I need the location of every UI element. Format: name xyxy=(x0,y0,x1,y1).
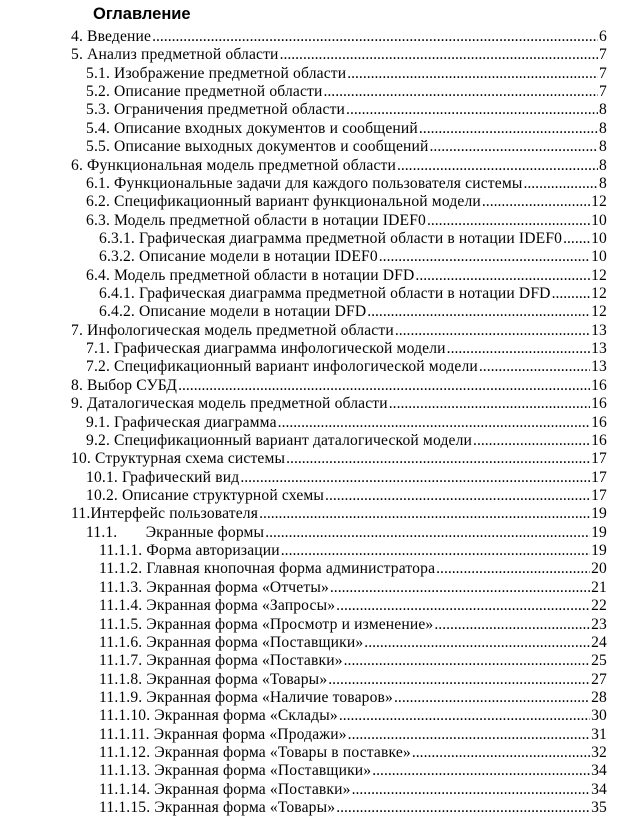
toc-entry-label: 9.1. Графическая диаграмма xyxy=(86,413,277,431)
toc-entry-label: 7.2. Спецификационный вариант инфологической модели xyxy=(86,358,478,376)
toc-entry-label: 11.1.12. Экранная форма «Товары в поставке» xyxy=(99,744,411,762)
dot-leader xyxy=(336,799,590,817)
toc-entry[interactable] xyxy=(0,597,607,615)
toc-entry-page: 19 xyxy=(591,542,607,560)
dot-leader xyxy=(434,616,590,634)
toc-entry-page: 8 xyxy=(599,119,607,137)
toc-entry[interactable] xyxy=(0,395,607,413)
toc-entry-label: 11.1.4. Экранная форма «Запросы» xyxy=(99,597,336,615)
toc-entry-label: 11.Интерфейс пользователя xyxy=(71,505,259,523)
dot-leader xyxy=(412,744,590,762)
dot-leader xyxy=(280,46,598,64)
toc-entry-page: 16 xyxy=(591,431,607,449)
toc-entry-page: 13 xyxy=(591,340,607,358)
dot-leader xyxy=(427,212,590,230)
dot-leader xyxy=(389,395,590,413)
dot-leader xyxy=(397,157,598,175)
toc-entry-page: 30 xyxy=(591,707,607,725)
dot-leader xyxy=(523,175,598,193)
toc-entry-page: 13 xyxy=(591,358,607,376)
toc-entry-page: 34 xyxy=(591,762,607,780)
toc-entry-label: 11.1.3. Экранная форма «Отчеты» xyxy=(99,578,329,596)
dot-leader xyxy=(395,322,590,340)
toc-entry[interactable] xyxy=(0,762,607,780)
toc-entry-label: 7.1. Графическая диаграмма инфологической модели xyxy=(86,340,446,358)
toc-entry-page: 8 xyxy=(599,174,607,192)
toc-entry-page: 12 xyxy=(591,266,607,284)
dot-leader xyxy=(336,597,590,615)
toc-entry-label: 5.4. Описание входных документов и сообщений xyxy=(86,119,418,137)
dot-leader xyxy=(419,120,598,138)
toc-entry[interactable] xyxy=(0,524,607,542)
dot-leader xyxy=(415,267,590,285)
toc-entry[interactable] xyxy=(0,726,607,744)
dot-leader xyxy=(482,193,590,211)
toc-entry-label: 6.4.2. Описание модели в нотации DFD xyxy=(99,303,367,321)
toc-entry-page: 17 xyxy=(591,468,607,486)
toc-entry[interactable] xyxy=(0,707,607,725)
toc-entry[interactable] xyxy=(0,322,607,340)
toc-entry-label: 6.4.1. Графическая диаграмма предметной области в нотации DFD xyxy=(99,285,551,303)
dot-leader xyxy=(259,505,590,523)
toc-entry[interactable] xyxy=(0,101,607,119)
dot-leader xyxy=(563,230,590,248)
dot-leader xyxy=(447,340,590,358)
toc-entry[interactable] xyxy=(0,46,607,64)
toc-entry[interactable] xyxy=(0,65,607,83)
toc-entry[interactable] xyxy=(0,450,607,468)
toc-entry[interactable] xyxy=(0,377,607,395)
toc-entry[interactable] xyxy=(0,267,607,285)
toc-entry[interactable] xyxy=(0,212,607,230)
toc-entry-page: 25 xyxy=(591,652,607,670)
toc-entry-label: 11.1.13. Экранная форма «Поставщики» xyxy=(99,762,372,780)
dot-leader xyxy=(278,414,590,432)
toc-entry[interactable] xyxy=(0,248,607,266)
toc-entry[interactable] xyxy=(0,120,607,138)
toc-entry-page: 16 xyxy=(591,395,607,413)
toc-entry-label: 10. Структурная схема системы xyxy=(71,450,286,468)
toc-entry[interactable] xyxy=(0,303,607,321)
dot-leader xyxy=(552,285,591,303)
toc-entry-label: 5.1. Изображение предметной области xyxy=(86,64,347,82)
toc-entry[interactable] xyxy=(0,175,607,193)
toc-entry[interactable] xyxy=(0,469,607,487)
dot-leader xyxy=(325,487,590,505)
toc-entry-page: 28 xyxy=(591,688,607,706)
dot-leader xyxy=(436,560,590,578)
dot-leader xyxy=(379,248,590,266)
toc-entry-page: 10 xyxy=(591,248,607,266)
toc-entry-page: 34 xyxy=(591,780,607,798)
dot-leader xyxy=(394,689,590,707)
dot-leader xyxy=(352,781,591,799)
toc-entry-page: 6 xyxy=(599,28,607,45)
toc-entry[interactable] xyxy=(0,671,607,689)
toc-entry-page: 17 xyxy=(591,450,607,468)
toc-entry-label: 11.1.1. Форма авторизации xyxy=(99,542,280,560)
toc-entry-page: 24 xyxy=(591,633,607,651)
toc-entry[interactable] xyxy=(0,781,607,799)
dot-leader xyxy=(347,65,598,83)
toc-entry-page: 13 xyxy=(591,321,607,339)
toc-entry-label: 10.2. Описание структурной схемы xyxy=(86,486,325,504)
dot-leader xyxy=(346,101,598,119)
toc-entry-label: 6.3.2. Описание модели в нотации IDEF0 xyxy=(99,248,378,266)
toc-entry-label: 5.5. Описание выходных документов и сообщений xyxy=(86,138,429,156)
toc-entry[interactable] xyxy=(0,634,607,652)
toc-entry-page: 20 xyxy=(591,560,607,578)
toc-entry[interactable] xyxy=(0,414,607,432)
dot-leader xyxy=(372,762,590,780)
dot-leader xyxy=(328,671,590,689)
toc-entry[interactable] xyxy=(0,579,607,597)
toc-entry[interactable] xyxy=(0,340,607,358)
toc-entry-label: 5.3. Ограничения предметной области xyxy=(86,101,346,119)
dot-leader xyxy=(152,28,598,46)
toc-entry-label: 11.1.8. Экранная форма «Товары» xyxy=(99,670,328,688)
toc-entry-label: 10.1. Графический вид xyxy=(86,468,240,486)
toc-entry-label: 6.1. Функциональные задачи для каждого пользователя системы xyxy=(86,174,523,192)
toc-entry[interactable] xyxy=(0,358,607,376)
toc-entry-label: 9.2. Спецификационный вариант даталогической модели xyxy=(86,431,473,449)
toc-entry[interactable] xyxy=(0,285,607,303)
toc-entry-label: 4. Введение xyxy=(71,28,152,45)
toc-entry[interactable] xyxy=(0,505,607,523)
toc-entry-label: 11.1.6. Экранная форма «Поставщики» xyxy=(99,633,364,651)
toc-entry[interactable] xyxy=(0,432,607,450)
toc-entry-label: 11.1.11. Экранная форма «Продажи» xyxy=(99,725,347,743)
toc-entry-label: 8. Выбор СУБД xyxy=(71,376,178,394)
toc-entry-label: 11.1.10. Экранная форма «Склады» xyxy=(99,707,338,725)
toc-entry-label: 11.1.9. Экранная форма «Наличие товаров» xyxy=(99,688,394,706)
dot-leader xyxy=(240,469,590,487)
toc-entry-page: 23 xyxy=(591,615,607,633)
toc-entry-page: 12 xyxy=(591,303,607,321)
toc-entry-page: 21 xyxy=(591,578,607,596)
toc-entry-page: 8 xyxy=(599,101,607,119)
toc-entry[interactable] xyxy=(0,487,607,505)
toc-entry-page: 16 xyxy=(591,413,607,431)
toc-entry-page: 10 xyxy=(591,229,607,247)
dot-leader xyxy=(367,303,590,321)
dot-leader xyxy=(330,579,590,597)
toc-entry-label: 6.2. Спецификационный вариант функциональной модели xyxy=(86,193,481,211)
toc-entry-label: 11.1.2. Главная кнопочная форма администратора xyxy=(99,560,436,578)
toc-entry-label: 11.1.14. Экранная форма «Поставки» xyxy=(99,780,351,798)
toc-entry-label: 11.1.7. Экранная форма «Поставки» xyxy=(99,652,343,670)
dot-leader xyxy=(324,83,599,101)
toc-entry-page: 7 xyxy=(599,83,607,101)
dot-leader xyxy=(339,707,590,725)
dot-leader xyxy=(178,377,590,395)
toc-entry-label: 5.2. Описание предметной области xyxy=(86,83,323,101)
dot-leader xyxy=(281,542,590,560)
dot-leader xyxy=(473,432,590,450)
dot-leader xyxy=(348,726,590,744)
toc-entry-page: 31 xyxy=(591,725,607,743)
toc-entry-label: 9. Даталогическая модель предметной области xyxy=(71,395,388,413)
toc-entry[interactable] xyxy=(0,230,607,248)
toc-entry-page: 7 xyxy=(599,46,607,64)
toc-entry-label: 6. Функциональная модель предметной области xyxy=(71,156,396,174)
toc-entry[interactable] xyxy=(0,689,607,707)
dot-leader xyxy=(286,450,590,468)
toc-entry-page: 12 xyxy=(591,285,607,303)
toc-entry[interactable] xyxy=(0,157,607,175)
toc-entry-page: 17 xyxy=(591,486,607,504)
toc-entry[interactable] xyxy=(0,28,607,46)
toc-entry[interactable] xyxy=(0,799,607,817)
toc-entry[interactable] xyxy=(0,560,607,578)
toc-entry-page: 16 xyxy=(591,376,607,394)
toc-entry-label: 6.3. Модель предметной области в нотации IDEF0 xyxy=(86,211,426,229)
dot-leader xyxy=(265,524,590,542)
toc-entry-label: 11.1.15. Экранная форма «Товары» xyxy=(99,799,336,817)
dot-leader xyxy=(479,358,590,376)
toc-entry[interactable] xyxy=(0,744,607,762)
toc-entry-label: 11.1. Экранные формы xyxy=(86,523,265,541)
dot-leader xyxy=(364,634,590,652)
toc-title: Оглавление xyxy=(93,5,191,23)
toc-entry[interactable] xyxy=(0,193,607,211)
toc-entry[interactable] xyxy=(0,138,607,156)
table-of-contents xyxy=(0,28,643,817)
toc-entry-page: 32 xyxy=(591,744,607,762)
toc-entry-page: 35 xyxy=(591,799,607,817)
toc-entry-label: 11.1.5. Экранная форма «Просмотр и изменение» xyxy=(99,615,434,633)
toc-entry-page: 10 xyxy=(591,211,607,229)
dot-leader xyxy=(430,138,599,156)
toc-entry-label: 6.4. Модель предметной области в нотации DFD xyxy=(86,266,415,284)
toc-entry-page: 12 xyxy=(591,193,607,211)
toc-entry-label: 7. Инфологическая модель предметной области xyxy=(71,321,394,339)
toc-entry-page: 22 xyxy=(591,597,607,615)
toc-entry[interactable] xyxy=(0,616,607,634)
toc-entry-label: 6.3.1. Графическая диаграмма предметной области в нотации IDEF0 xyxy=(99,229,563,247)
toc-entry-label: 5. Анализ предметной области xyxy=(71,46,279,64)
toc-entry-page: 8 xyxy=(599,156,607,174)
toc-entry[interactable] xyxy=(0,652,607,670)
dot-leader xyxy=(344,652,590,670)
toc-entry-page: 19 xyxy=(591,523,607,541)
toc-entry[interactable] xyxy=(0,83,607,101)
toc-entry-page: 7 xyxy=(599,64,607,82)
toc-entry-page: 19 xyxy=(591,505,607,523)
toc-entry-page: 27 xyxy=(591,670,607,688)
toc-entry[interactable] xyxy=(0,542,607,560)
toc-entry-page: 8 xyxy=(599,138,607,156)
